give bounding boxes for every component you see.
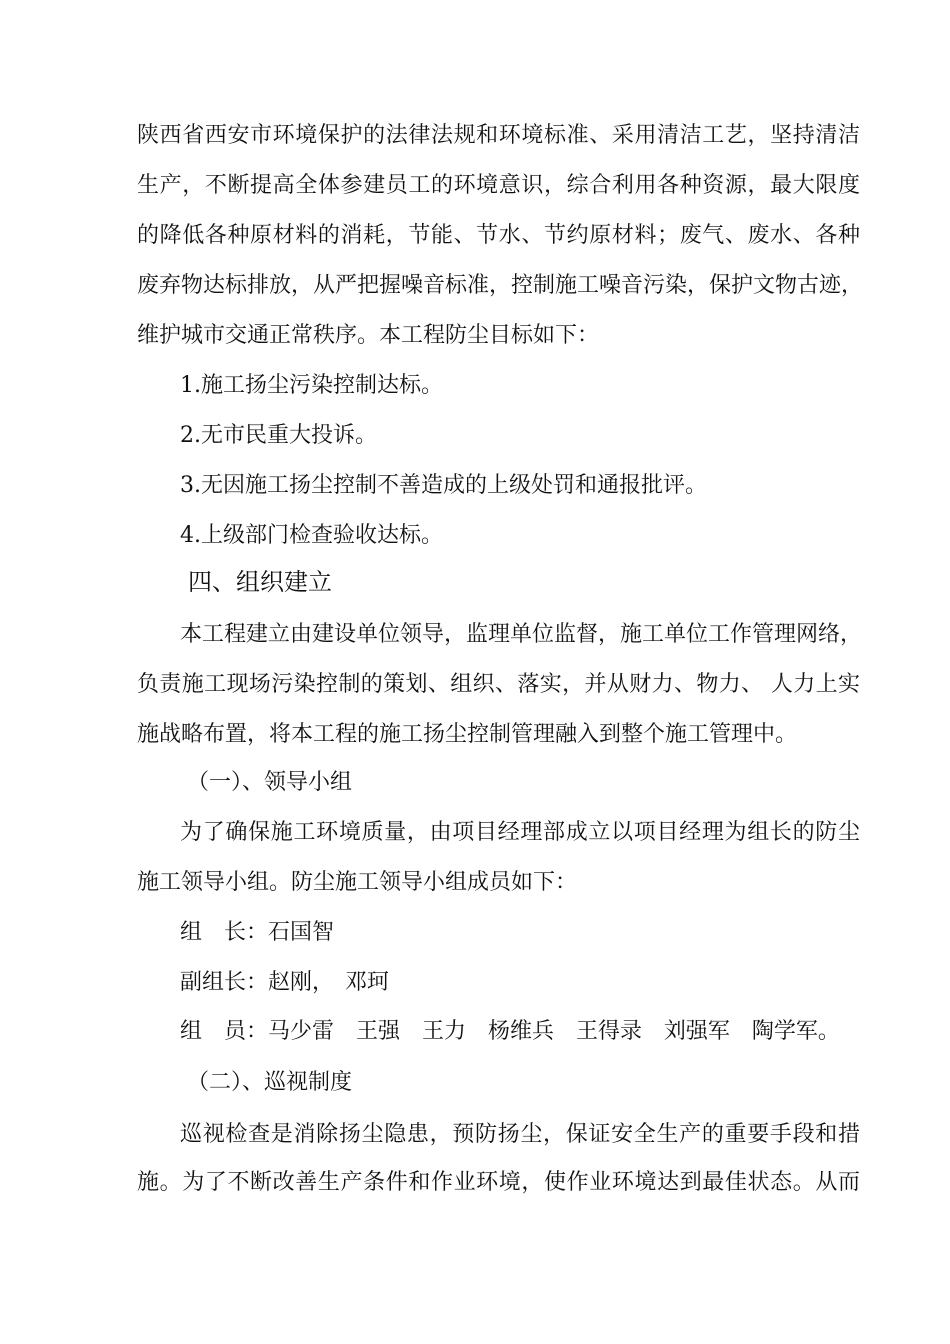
section4-line-2: 负责施工现场污染控制的策划、组织、落实，并从财力、物力、 人力上实 — [137, 672, 860, 697]
member-label-first: 组 员：马少雷 — [180, 1019, 335, 1044]
member-name: 陶学军。 — [751, 1019, 840, 1044]
member-name: 王力 — [421, 1019, 466, 1044]
section-heading-4: 四、组织建立 — [188, 568, 332, 596]
section4-line-1: 本工程建立由建设单位领导，监理单位监督，施工单位工作管理网络， — [180, 622, 863, 647]
intro-line-5: 维护城市交通正常秩序。本工程防尘目标如下： — [137, 323, 600, 348]
goal-item-2: 2.无市民重大投诉。 — [180, 423, 377, 448]
member-name: 杨维兵 — [487, 1019, 554, 1044]
goal-item-4: 4.上级部门检查验收达标。 — [180, 523, 443, 548]
member-name: 刘强军 — [663, 1019, 730, 1044]
sub1-line-2: 施工领导小组。防尘施工领导小组成员如下： — [137, 870, 578, 895]
members-line — [180, 1017, 840, 1047]
intro-line-4: 废弃物达标排放，从严把握噪音标准，控制施工噪音污染，保护文物古迹， — [137, 273, 864, 298]
deputy-line: 副组长：赵刚， 邓珂 — [180, 970, 390, 995]
member-name: 王得录 — [575, 1019, 642, 1044]
section4-line-3: 施战略布置，将本工程的施工扬尘控制管理融入到整个施工管理中。 — [137, 722, 798, 747]
subsection-heading-2: （二）、巡视制度 — [187, 1070, 353, 1095]
goal-item-3: 3.无因施工扬尘控制不善造成的上级处罚和通报批评。 — [180, 473, 707, 498]
leader-line: 组 长：石国智 — [180, 920, 335, 945]
intro-line-2: 生产，不断提高全体参建员工的环境意识，综合利用各种资源，最大限度 — [137, 173, 860, 198]
intro-line-3: 的降低各种原材料的消耗，节能、节水、节约原材料；废气、废水、各种 — [137, 223, 860, 248]
subsection-heading-1: （一）、领导小组 — [187, 770, 353, 795]
sub2-line-2: 施。为了不断改善生产条件和作业环境，使作业环境达到最佳状态。从而 — [137, 1170, 860, 1195]
sub1-line-1: 为了确保施工环境质量，由项目经理部成立以项目经理为组长的防尘 — [180, 820, 860, 845]
goal-item-1: 1.施工扬尘污染控制达标。 — [180, 373, 443, 398]
member-name: 王强 — [355, 1019, 400, 1044]
sub2-line-1: 巡视检查是消除扬尘隐患，预防扬尘，保证安全生产的重要手段和措 — [180, 1122, 860, 1147]
intro-line-1: 陕西省西安市环境保护的法律法规和环境标准、采用清洁工艺，坚持清洁 — [137, 123, 860, 148]
